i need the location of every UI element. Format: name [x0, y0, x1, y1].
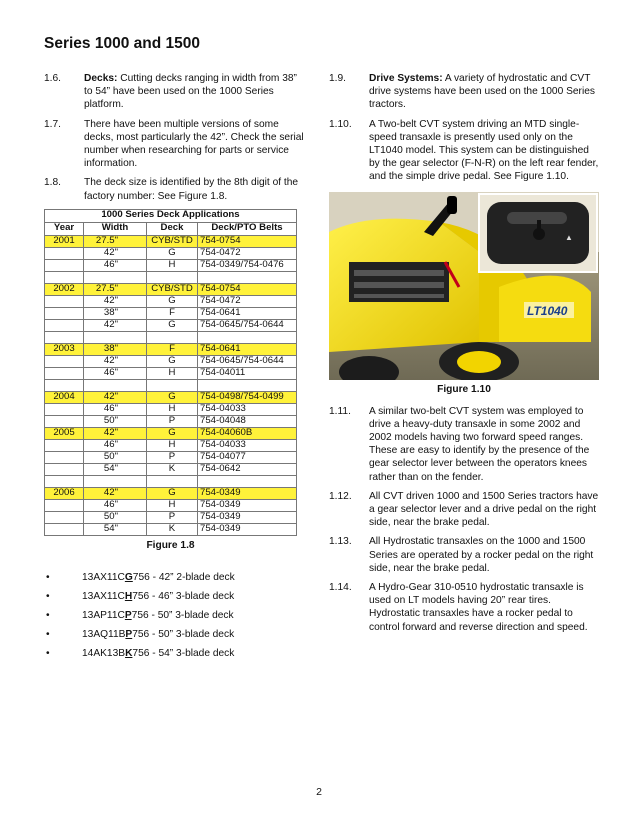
- table-row: [45, 511, 297, 523]
- cell-year: [45, 439, 84, 451]
- model-suffix: 756 - 42” 2-blade deck: [132, 571, 235, 583]
- model-number-list: [44, 571, 306, 666]
- paragraph: [329, 72, 599, 112]
- cell-year: [45, 307, 84, 319]
- cell-deck: P: [147, 511, 198, 523]
- bullet-icon: •: [46, 628, 50, 640]
- table-row: [45, 355, 297, 367]
- cell-year: 2006: [45, 487, 84, 499]
- right-paragraphs-top: [329, 72, 599, 184]
- model-suffix: 756 - 50” 3-blade deck: [132, 628, 235, 640]
- table-row: [45, 427, 297, 439]
- cell-belts: [198, 331, 297, 343]
- cell-belts: 754-04033: [198, 439, 297, 451]
- cell-deck: [147, 271, 198, 283]
- cell-deck: G: [147, 487, 198, 499]
- paragraph: [329, 535, 599, 575]
- cell-year: 2003: [45, 343, 84, 355]
- cell-year: [45, 247, 84, 259]
- left-column: [44, 72, 306, 666]
- cell-width: 42": [84, 427, 147, 439]
- model-prefix: 13AX11C: [82, 590, 125, 602]
- table-row: [45, 391, 297, 403]
- cell-year: [45, 367, 84, 379]
- cell-year: [45, 319, 84, 331]
- cell-width: 50": [84, 451, 147, 463]
- paragraph: [44, 176, 306, 202]
- paragraph-number: 1.13.: [329, 536, 352, 548]
- cell-year: [45, 403, 84, 415]
- cell-width: 46": [84, 367, 147, 379]
- cell-year: [45, 463, 84, 475]
- list-item: [44, 628, 306, 647]
- table-row: [45, 379, 297, 391]
- cell-year: [45, 451, 84, 463]
- cell-year: [45, 295, 84, 307]
- cell-width: 54": [84, 463, 147, 475]
- right-paragraphs-bottom: [329, 405, 599, 634]
- cell-width: 42": [84, 355, 147, 367]
- cell-belts: 754-0498/754-0499: [198, 391, 297, 403]
- cell-deck: G: [147, 427, 198, 439]
- bullet-icon: •: [46, 609, 50, 621]
- deck-code: K: [125, 647, 133, 659]
- bullet-icon: •: [46, 571, 50, 583]
- table-row: [45, 367, 297, 379]
- cell-year: [45, 415, 84, 427]
- page-number: 2: [316, 786, 322, 798]
- paragraph-text: A similar two-belt CVT system was employed to drive a heavy-duty transaxle in some 2002 and 2002 models having two forward speed ranges. These are easy to identify by the presence of the gear selector lever between the operators knees rather than on the fender.: [369, 405, 590, 483]
- table-row: [45, 499, 297, 511]
- cell-belts: 754-0645/754-0644: [198, 355, 297, 367]
- cell-year: [45, 331, 84, 343]
- paragraph-text: A variety of hydrostatic and CVT drive systems have been used on the 1000 Series tractors.: [369, 73, 595, 111]
- table-row: [45, 343, 297, 355]
- cell-year: [45, 379, 84, 391]
- cell-width: 27.5": [84, 235, 147, 247]
- cell-year: [45, 475, 84, 487]
- table-row: [45, 451, 297, 463]
- cell-deck: [147, 475, 198, 487]
- right-column: [329, 72, 599, 640]
- cell-belts: 754-0349: [198, 499, 297, 511]
- cell-year: 2005: [45, 427, 84, 439]
- paragraph-number: 1.7.: [44, 118, 61, 130]
- cell-belts: 754-0349: [198, 511, 297, 523]
- paragraph-number: 1.6.: [44, 73, 61, 84]
- paragraph-text: There have been multiple versions of some decks, most particularly the 42”. Check the serial number when researching for parts or service information.: [84, 118, 304, 170]
- cell-belts: 754-04033: [198, 403, 297, 415]
- cell-belts: 754-0472: [198, 247, 297, 259]
- cell-belts: 754-04077: [198, 451, 297, 463]
- paragraph-number: 1.11.: [329, 405, 351, 417]
- cell-width: 42": [84, 319, 147, 331]
- paragraph-lead: Drive Systems:: [369, 73, 443, 84]
- paragraph-number: 1.8.: [44, 177, 61, 189]
- figure-1-8-caption: Figure 1.8: [146, 539, 195, 551]
- header-year: Year: [45, 222, 84, 235]
- model-prefix: 14AK13B: [82, 647, 126, 659]
- table-row: [45, 487, 297, 499]
- cell-width: 27.5": [84, 283, 147, 295]
- left-paragraphs: [44, 72, 306, 203]
- paragraph-number: 1.9.: [329, 73, 346, 84]
- bullet-icon: •: [46, 590, 50, 602]
- cell-width: [84, 331, 147, 343]
- cell-deck: CYB/STD: [147, 235, 198, 247]
- deck-code: G: [124, 571, 133, 583]
- table-row: [45, 331, 297, 343]
- cell-deck: G: [147, 247, 198, 259]
- paragraph-number: 1.14.: [329, 582, 352, 594]
- cell-belts: 754-0641: [198, 343, 297, 355]
- deck-code: H: [124, 590, 133, 602]
- cell-year: [45, 271, 84, 283]
- cell-year: [45, 355, 84, 367]
- table-row: [45, 307, 297, 319]
- cell-width: 54": [84, 523, 147, 535]
- bullet-icon: •: [46, 647, 50, 659]
- paragraph-number: 1.12.: [329, 490, 352, 502]
- paragraph-text: The deck size is identified by the 8th digit of the factory number: See Figure 1.8.: [84, 177, 299, 202]
- deck-code: P: [124, 609, 132, 621]
- cell-deck: P: [147, 451, 198, 463]
- table-row: [45, 523, 297, 535]
- list-item: [44, 571, 306, 590]
- cell-belts: 754-04060B: [198, 427, 297, 439]
- table-row: [45, 403, 297, 415]
- table-header-row: [45, 222, 297, 235]
- paragraph-lead: Decks:: [84, 73, 118, 84]
- cell-belts: [198, 475, 297, 487]
- deck-applications-table: [44, 209, 297, 536]
- cell-belts: [198, 271, 297, 283]
- table-row: [45, 283, 297, 295]
- model-suffix: 756 - 46” 3-blade deck: [132, 590, 235, 602]
- deck-code: P: [125, 628, 133, 640]
- cell-belts: 754-0349: [198, 487, 297, 499]
- paragraph: [44, 72, 306, 112]
- cell-width: [84, 475, 147, 487]
- tractor-illustration: [329, 192, 599, 380]
- table-row: [45, 319, 297, 331]
- cell-width: 38": [84, 307, 147, 319]
- model-suffix: 756 - 50” 3-blade deck: [131, 609, 234, 621]
- header-deck: Deck: [147, 222, 198, 235]
- paragraph: [329, 490, 599, 530]
- cell-deck: P: [147, 415, 198, 427]
- table-row: [45, 271, 297, 283]
- cell-deck: G: [147, 391, 198, 403]
- cell-deck: H: [147, 439, 198, 451]
- cell-deck: G: [147, 319, 198, 331]
- cell-width: 50": [84, 415, 147, 427]
- model-suffix: 756 - 54” 3-blade deck: [132, 647, 235, 659]
- paragraph-number: 1.10.: [329, 118, 352, 130]
- cell-deck: [147, 379, 198, 391]
- cell-width: 46": [84, 499, 147, 511]
- page-heading: Series 1000 and 1500: [44, 35, 200, 52]
- cell-deck: F: [147, 307, 198, 319]
- cell-width: 38": [84, 343, 147, 355]
- cell-year: [45, 499, 84, 511]
- cell-deck: K: [147, 463, 198, 475]
- cell-deck: G: [147, 355, 198, 367]
- list-item: [44, 647, 306, 666]
- cell-width: 46": [84, 439, 147, 451]
- model-prefix: 13AP11C: [82, 609, 125, 621]
- cell-width: 42": [84, 487, 147, 499]
- cell-width: 42": [84, 391, 147, 403]
- list-item: [44, 609, 306, 628]
- cell-year: 2002: [45, 283, 84, 295]
- cell-belts: 754-0642: [198, 463, 297, 475]
- paragraph: [329, 118, 599, 184]
- table-row: [45, 259, 297, 271]
- cell-width: 46": [84, 403, 147, 415]
- paragraph: [329, 581, 599, 634]
- paragraph-text: A Hydro-Gear 310-0510 hydrostatic transaxle is used on LT models having 20” rear tires. Hydrostatic transaxles have a rocker pedal to control forward and reverse direction and speed.: [369, 582, 588, 633]
- model-prefix: 13AQ11B: [82, 628, 126, 640]
- paragraph: [329, 405, 599, 484]
- cell-width: 42": [84, 247, 147, 259]
- table-row: [45, 235, 297, 247]
- header-width: Width: [84, 222, 147, 235]
- cell-deck: K: [147, 523, 198, 535]
- paragraph-text: All CVT driven 1000 and 1500 Series tractors have a gear selector lever and a drive pedal on the right side, near the brake pedal.: [369, 490, 599, 529]
- cell-width: [84, 379, 147, 391]
- cell-deck: H: [147, 259, 198, 271]
- cell-year: [45, 523, 84, 535]
- paragraph-text: All Hydrostatic transaxles on the 1000 and 1500 Series are operated by a rocker pedal on the right side, near the brake pedal.: [369, 536, 594, 574]
- cell-year: [45, 511, 84, 523]
- cell-belts: 754-0349/754-0476: [198, 259, 297, 271]
- model-prefix: 13AX11C: [82, 571, 125, 583]
- cell-width: [84, 271, 147, 283]
- cell-width: 46": [84, 259, 147, 271]
- cell-width: 42": [84, 295, 147, 307]
- cell-deck: H: [147, 367, 198, 379]
- figure-1-10-caption: Figure 1.10: [437, 383, 491, 395]
- table-row: [45, 415, 297, 427]
- cell-belts: 754-0754: [198, 235, 297, 247]
- table-row: [45, 295, 297, 307]
- table-row: [45, 475, 297, 487]
- cell-deck: F: [147, 343, 198, 355]
- table-row: [45, 463, 297, 475]
- cell-year: [45, 259, 84, 271]
- list-item: [44, 590, 306, 609]
- cell-deck: G: [147, 295, 198, 307]
- cell-deck: H: [147, 403, 198, 415]
- paragraph: [44, 118, 306, 171]
- cell-belts: 754-0349: [198, 523, 297, 535]
- table-row: [45, 439, 297, 451]
- paragraph-text: A Two-belt CVT system driving an MTD single-speed transaxle is presently used only on the LT1040 model. This system can be distinguished by the gear selector (F-N-R) on the left rear fender, and the simple drive pedal. See Figure 1.10.: [369, 118, 599, 183]
- paragraph-text: Cutting decks ranging in width from 38” to 54” have been used on the 1000 Series platform.: [84, 73, 297, 111]
- cell-belts: 754-0645/754-0644: [198, 319, 297, 331]
- table-caption: 1000 Series Deck Applications: [45, 209, 297, 222]
- tractor-photo: [329, 192, 599, 380]
- svg-text:▲: ▲: [565, 232, 573, 242]
- cell-year: 2001: [45, 235, 84, 247]
- cell-belts: 754-04011: [198, 367, 297, 379]
- header-belts: Deck/PTO Belts: [198, 222, 297, 235]
- cell-width: 50": [84, 511, 147, 523]
- cell-deck: CYB/STD: [147, 283, 198, 295]
- cell-year: 2004: [45, 391, 84, 403]
- cell-belts: 754-0641: [198, 307, 297, 319]
- cell-belts: 754-04048: [198, 415, 297, 427]
- cell-deck: H: [147, 499, 198, 511]
- cell-belts: 754-0754: [198, 283, 297, 295]
- cell-deck: [147, 331, 198, 343]
- lt1040-badge: LT1040: [527, 303, 568, 318]
- cell-belts: 754-0472: [198, 295, 297, 307]
- table-row: [45, 247, 297, 259]
- cell-belts: [198, 379, 297, 391]
